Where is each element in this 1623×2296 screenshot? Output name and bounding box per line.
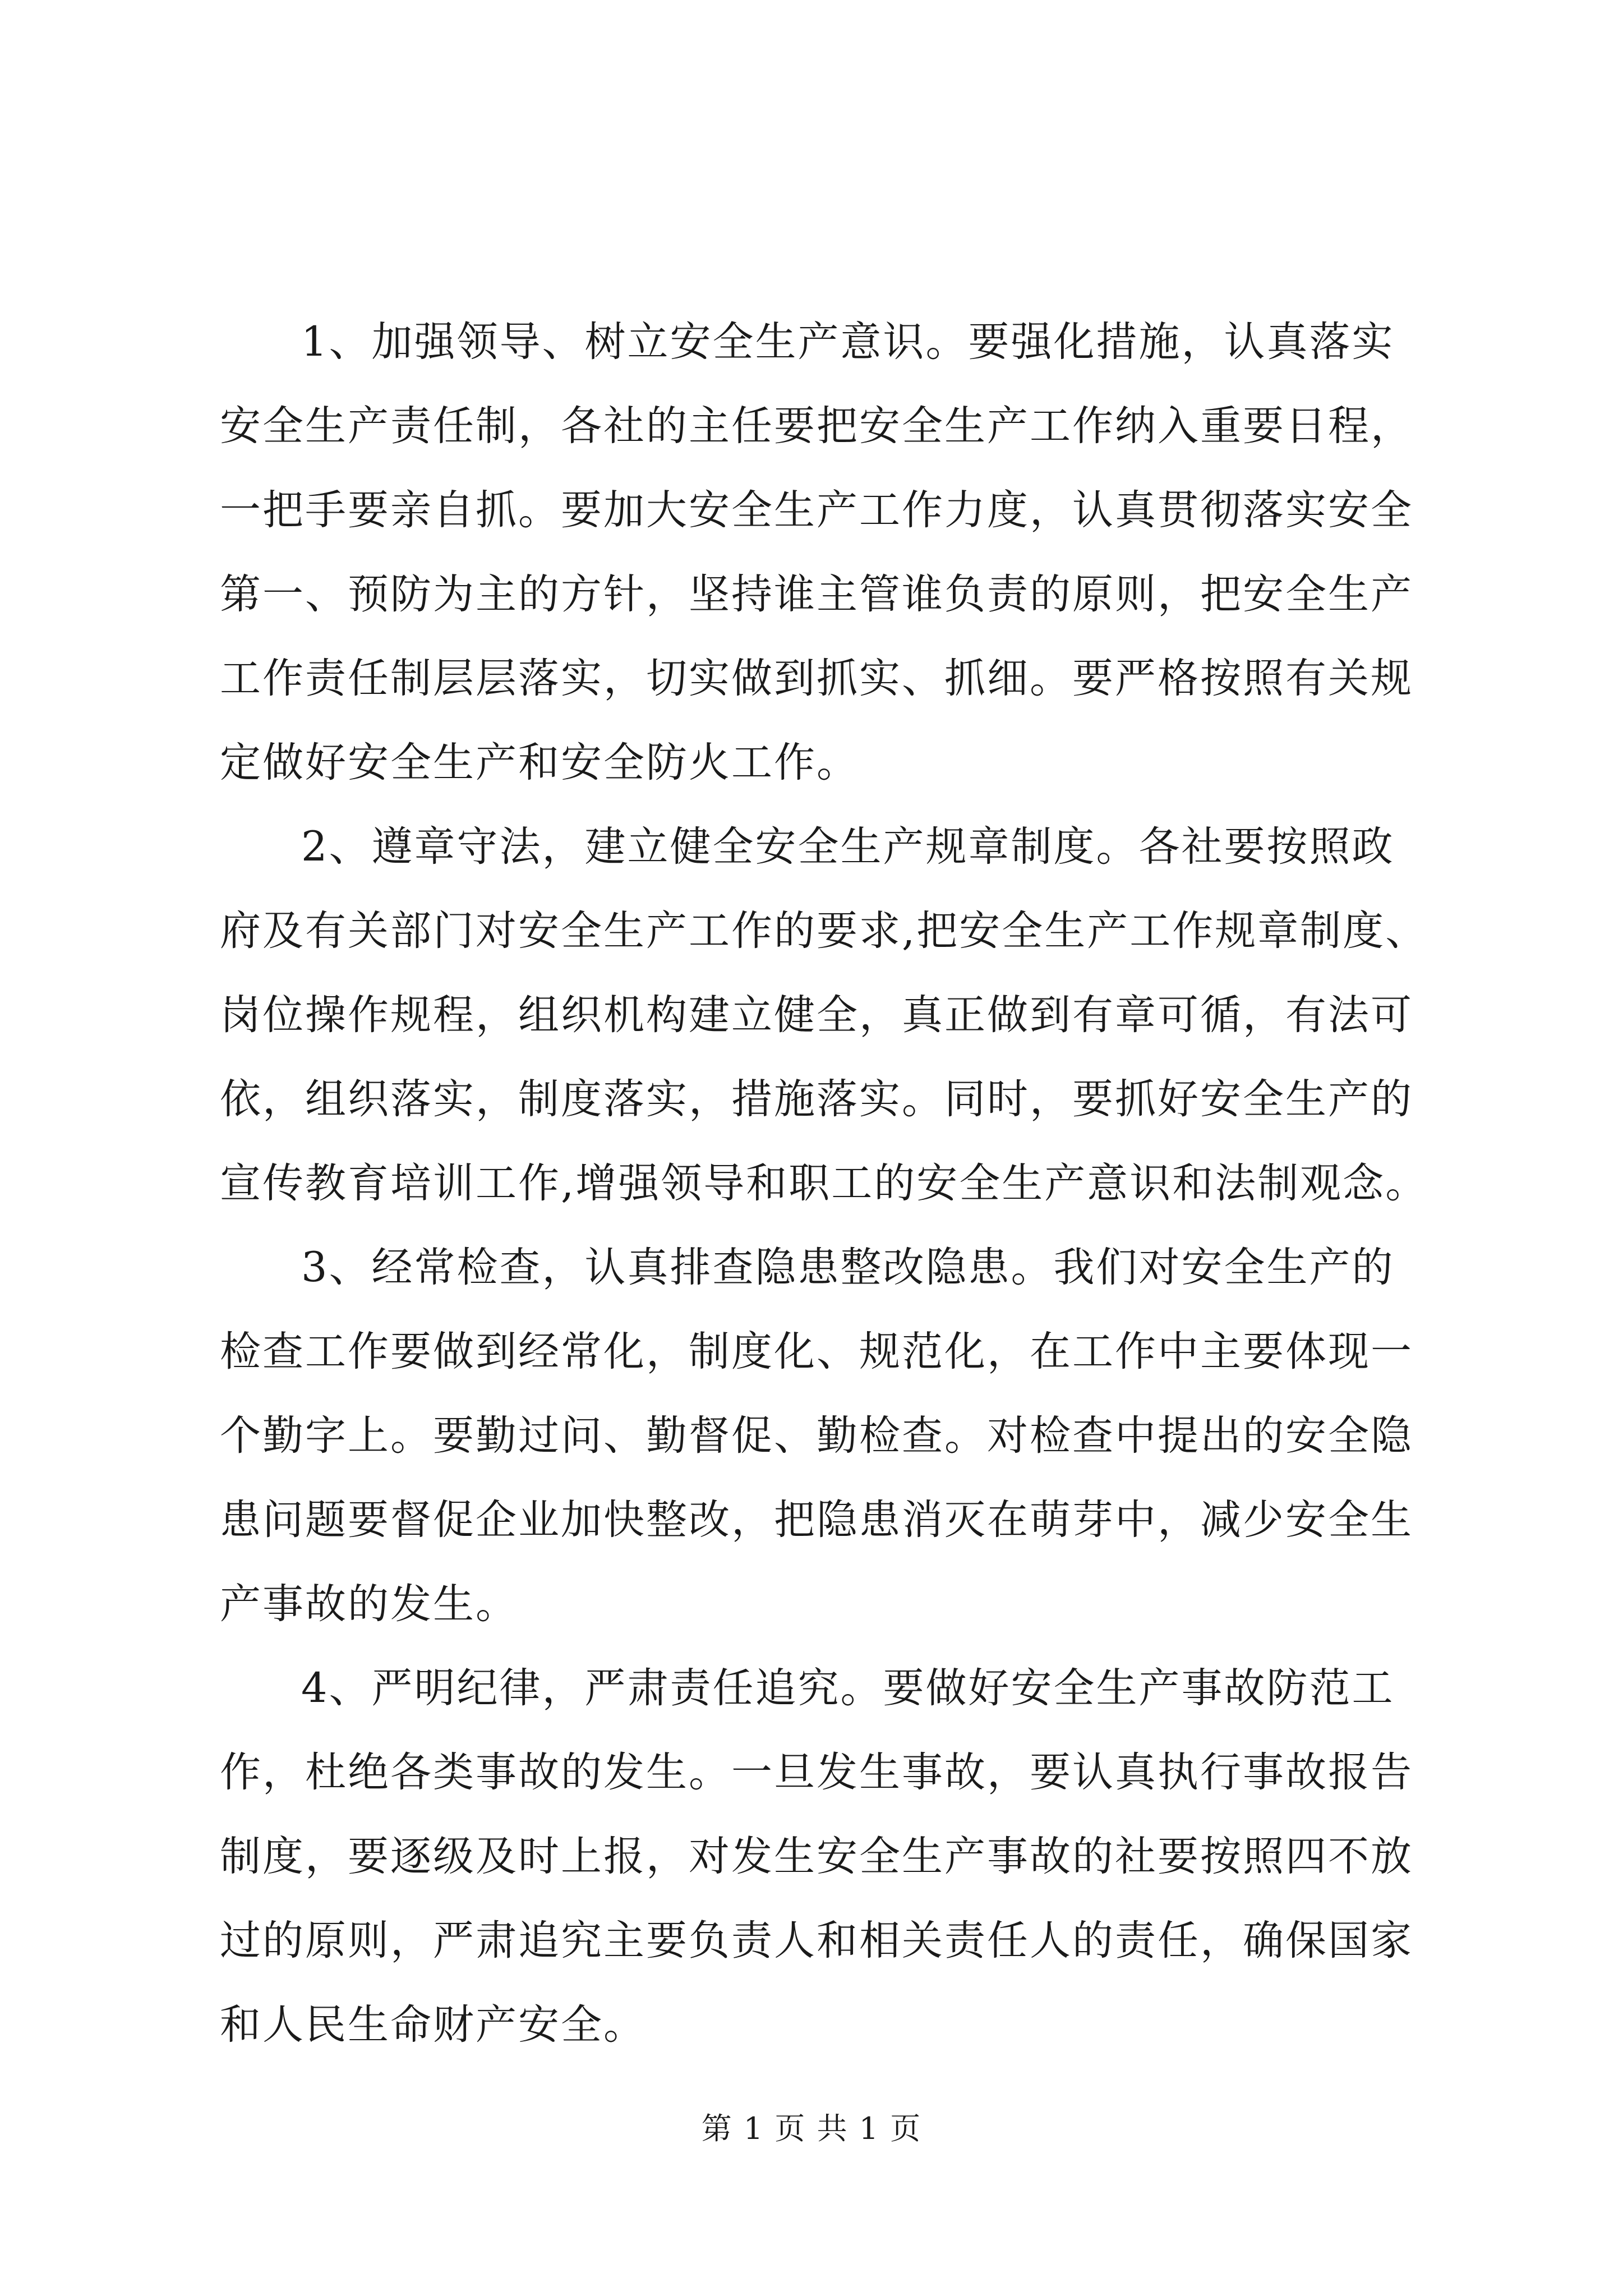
paragraph-line: 检查工作要做到经常化，制度化、规范化，在工作中主要体现一 (220, 1328, 1413, 1375)
paragraph-line: 安全生产责任制，各社的主任要把安全生产工作纳入重要日程， (220, 402, 1413, 450)
paragraph-line: 岗位操作规程，组织机构建立健全，真正做到有章可循，有法可 (220, 991, 1413, 1039)
page-footer: 第 1 页 共 1 页 (701, 2111, 922, 2146)
paragraph-line: 依，组织落实，制度落实，措施落实。同时，要抓好安全生产的 (220, 1075, 1413, 1123)
paragraph-line: 患问题要督促企业加快整改，把隐患消灭在萌芽中，减少安全生 (220, 1496, 1413, 1544)
paragraph-line: 2、遵章守法，建立健全安全生产规章制度。各社要按照政 (301, 823, 1395, 871)
document-body (220, 300, 1428, 2067)
paragraph-line: 作，杜绝各类事故的发生。一旦发生事故，要认真执行事故报告 (220, 1749, 1413, 1796)
paragraph-line: 产事故的发生。 (220, 1580, 518, 1628)
paragraph-line: 3、经常检查，认真排查隐患整改隐患。我们对安全生产的 (301, 1244, 1395, 1291)
paragraph-3 (220, 1226, 1413, 1646)
paragraph-line: 1、加强领导、树立安全生产意识。要强化措施，认真落实 (301, 318, 1395, 366)
paragraph-4 (220, 1646, 1413, 2067)
paragraph-line: 一把手要亲自抓。要加大安全生产工作力度，认真贯彻落实安全 (220, 486, 1413, 534)
paragraph-line: 宣传教育培训工作,增强领导和职工的安全生产意识和法制观念。 (220, 1159, 1428, 1207)
paragraph-line: 府及有关部门对安全生产工作的要求,把安全生产工作规章制度、 (220, 907, 1428, 955)
paragraph-line: 定做好安全生产和安全防火工作。 (220, 739, 859, 786)
paragraph-line: 工作责任制层层落实，切实做到抓实、抓细。要严格按照有关规 (220, 655, 1413, 702)
paragraph-line: 第一、预防为主的方针，坚持谁主管谁负责的原则，把安全生产 (220, 570, 1413, 618)
paragraph-line: 制度，要逐级及时上报，对发生安全生产事故的社要按照四不放 (220, 1833, 1413, 1880)
paragraph-line: 4、严明纪律，严肃责任追究。要做好安全生产事故防范工 (301, 1664, 1395, 1712)
paragraph-line: 和人民生命财产安全。 (220, 2001, 646, 2049)
paragraph-1 (220, 300, 1413, 805)
paragraph-2 (220, 805, 1428, 1226)
paragraph-line: 过的原则，严肃追究主要负责人和相关责任人的责任，确保国家 (220, 1917, 1413, 1964)
paragraph-line: 个勤字上。要勤过问、勤督促、勤检查。对检查中提出的安全隐 (220, 1412, 1413, 1460)
